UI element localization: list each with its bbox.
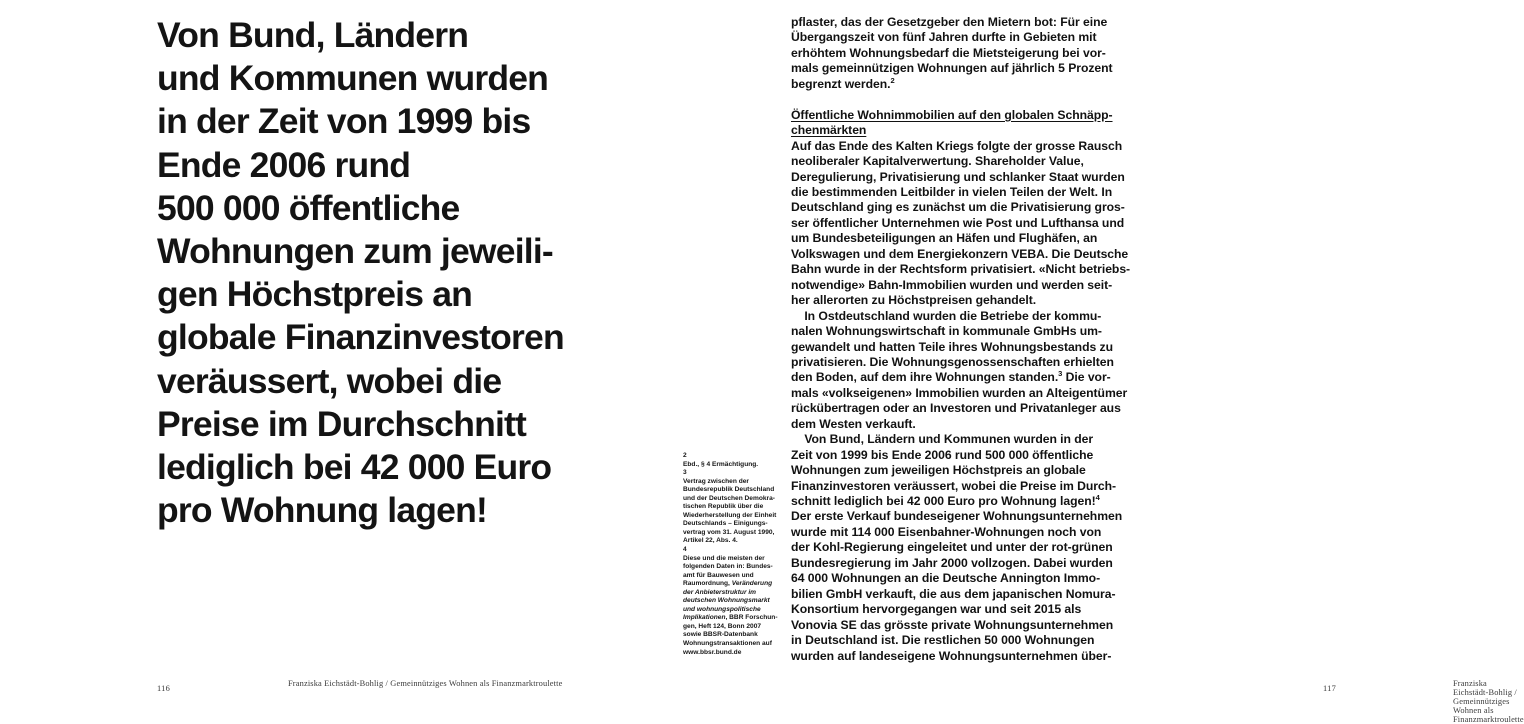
footnote-text	[683, 580, 791, 589]
body-column	[791, 15, 1136, 664]
body-line: Volkswagen und dem Energiekonzern VEBA. Die Deutsche	[791, 246, 1129, 261]
body-line: neoliberaler Kapitalverwertung. Shareholder Value,	[791, 154, 1084, 169]
pull-quote-line: Wohnungen zum jeweili-	[157, 231, 553, 272]
footnote-italic-run: Veränderung	[731, 580, 773, 588]
subheading	[791, 108, 1136, 139]
footnote-italic-run: Implikationen	[683, 614, 726, 622]
body-line: Konsortium hervorgegangen war und seit 2015 als	[791, 602, 1082, 617]
body-line: Finanzinvestoren veräussert, wobei die Preise im Durch-	[791, 478, 1117, 493]
page-right	[640, 0, 1524, 724]
footnote-text: tischen Republik über die	[683, 503, 764, 511]
body-line: her allerorten zu Höchstpreisen gehandelt.	[791, 293, 1037, 308]
body-line: rückübertragen oder an Investoren und Privatanleger aus	[791, 401, 1121, 416]
body-line: mals «volkseigenen» Immobilien wurden an Alteigentümer	[791, 385, 1128, 400]
footnote-italic-run: deutschen Wohnungsmarkt	[683, 597, 770, 605]
body-line: mals gemeinnützigen Wohnungen auf jährlich 5 Prozent	[791, 61, 1113, 76]
paragraph-2	[791, 139, 1136, 309]
footnote-number: 3	[683, 469, 687, 477]
body-line: nalen Wohnungswirtschaft in kommunale GmbHs um-	[791, 324, 1102, 339]
pull-quote-line: gen Höchstpreis an	[157, 274, 473, 315]
body-line	[791, 370, 1136, 385]
footnote-text: Artikel 22, Abs. 4.	[683, 537, 738, 545]
paragraph-4	[791, 432, 1136, 664]
footnote-ref-4: 4	[1095, 492, 1100, 502]
paragraph-3	[791, 309, 1136, 433]
footnote-italic-run: der Anbieterstruktur im	[683, 588, 757, 596]
footnote-italic-run: und wohnungspolitische	[683, 605, 761, 613]
paragraph-spacer	[791, 92, 1136, 107]
footnote-text: sowie BBSR-Datenbank	[683, 631, 758, 639]
body-line: die bestimmenden Leitbilder in vielen Teilen der Welt. In	[791, 184, 1113, 199]
footnote-text: Ebd., § 4 Ermächtigung.	[683, 460, 759, 468]
footnote-ref-3: 3	[1058, 369, 1063, 379]
pull-quote-line: Ende 2006 rund	[157, 144, 411, 185]
subheading-line: chenmärkten	[791, 123, 867, 138]
pull-quote-line: globale Finanzinvestoren	[157, 317, 564, 358]
pull-quote-line: 500 000 öffentliche	[157, 187, 460, 228]
body-line: gewandelt und hatten Teile ihres Wohnungsbestands zu	[791, 339, 1113, 354]
body-line: erhöhtem Wohnungsbedarf die Mietsteigerung bei vor-	[791, 45, 1106, 60]
footnote-ref-2: 2	[890, 75, 895, 85]
page-left	[0, 0, 640, 720]
body-line: notwendige» Bahn-Immobilien wurden und werden seit-	[791, 277, 1113, 292]
footnote-text: www.bbsr.bund.de	[683, 648, 742, 656]
pull-quote-line: in der Zeit von 1999 bis	[157, 101, 531, 142]
running-title-right: Franziska Eichstädt-Bohlig / Gemeinnütziges Wohnen als Finanzmarktroulette	[1453, 679, 1524, 724]
body-line: bilien GmbH verkauft, die aus dem japanischen Nomura-	[791, 586, 1116, 601]
body-line: dem Westen verkauft.	[791, 416, 916, 431]
folio-right: 117	[1323, 684, 1337, 693]
footnote-text: vertrag vom 31. August 1990,	[683, 528, 775, 536]
body-line: Bundesregierung im Jahr 2000 vollzogen. Dabei wurden	[791, 555, 1113, 570]
pull-quote-line: und Kommunen wurden	[157, 58, 549, 99]
paragraph-1	[791, 15, 1136, 92]
body-line: Zeit von 1999 bis Ende 2006 rund 500 000 öffentliche	[791, 447, 1094, 462]
pull-quote-line: pro Wohnung lagen!	[157, 490, 488, 531]
body-line-run: schnitt lediglich bei 42 000 Euro pro Wohnung lagen!	[791, 494, 1096, 509]
folio-left: 116	[157, 684, 171, 693]
footnote-text: amt für Bauwesen und	[683, 571, 754, 579]
footnote-column	[683, 452, 791, 657]
body-line: um Bundesbeteiligungen an Häfen und Flughäfen, an	[791, 231, 1098, 246]
footnote-text: gen, Heft 124, Bonn 2007	[683, 622, 762, 630]
footnote-text: Wohnungstransaktionen auf	[683, 640, 772, 648]
body-line: ser öffentlicher Unternehmen wie Post und Lufthansa und	[791, 215, 1125, 230]
body-line: Bahn wurde in der Rechtsform privatisiert. «Nicht betriebs-	[791, 262, 1131, 277]
body-line: Deregulierung, Privatisierung und schlanker Staat wurden	[791, 169, 1125, 184]
footnote-text: Vertrag zwischen der	[683, 477, 749, 485]
body-line: Der erste Verkauf bundeseigener Wohnungsunternehmen	[791, 509, 1123, 524]
body-line: der Kohl-Regierung eingeleitet und unter der rot-grünen	[791, 540, 1113, 555]
body-line-run: den Boden, auf dem ihre Wohnungen standen.	[791, 370, 1059, 385]
footnote-text: Deutschlands – Einigungs-	[683, 520, 768, 528]
running-title-left: Franziska Eichstädt-Bohlig / Gemeinnütziges Wohnen als Finanzmarktroulette	[288, 679, 563, 688]
body-line	[791, 77, 1136, 92]
body-line: Von Bund, Ländern und Kommunen wurden in der	[791, 432, 1094, 447]
body-line: In Ostdeutschland wurden die Betriebe der kommu-	[791, 308, 1102, 323]
footnote-text: Diese und die meisten der	[683, 554, 765, 562]
body-line-run: begrenzt werden.	[791, 76, 891, 91]
body-line: Übergangszeit von fünf Jahren durfte in Gebieten mit	[791, 30, 1097, 45]
body-line: Wohnungen zum jeweiligen Höchstpreis an globale	[791, 463, 1086, 478]
pull-quote-line: lediglich bei 42 000 Euro	[157, 447, 552, 488]
body-line: in Deutschland ist. Die restlichen 50 000 Wohnungen	[791, 633, 1095, 648]
footnote-number: 2	[683, 452, 687, 459]
body-line: Deutschland ging es zunächst um die Privatisierung gros-	[791, 200, 1125, 215]
body-line: wurde mit 114 000 Eisenbahner-Wohnungen noch von	[791, 524, 1102, 539]
pull-quote-line: Preise im Durchschnitt	[157, 403, 527, 444]
body-line: wurden auf landeseigene Wohnungsunternehmen über-	[791, 648, 1112, 663]
body-line: privatisieren. Die Wohnungsgenossenschaften erhielten	[791, 354, 1114, 369]
body-line	[791, 494, 1136, 509]
footnote-text: Wiederherstellung der Einheit	[683, 511, 777, 519]
footnote-text-run: , BBR Forschun-	[725, 614, 778, 622]
body-line-run: Die vor-	[1062, 370, 1111, 385]
pull-quote-line: Von Bund, Ländern	[157, 15, 469, 55]
body-line: Vonovia SE das grösste private Wohnungsunternehmen	[791, 617, 1114, 632]
body-line: 64 000 Wohnungen an die Deutsche Annington Immo-	[791, 571, 1101, 586]
pull-quote	[157, 14, 597, 532]
footnote-text	[683, 614, 791, 623]
footnote-text: und der Deutschen Demokra-	[683, 494, 775, 502]
body-line: pflaster, das der Gesetzgeber den Mietern bot: Für eine	[791, 15, 1108, 29]
body-line: Auf das Ende des Kalten Kriegs folgte der grosse Rausch	[791, 138, 1123, 153]
pull-quote-line: veräussert, wobei die	[157, 360, 502, 401]
footnote-text: folgenden Daten in: Bundes-	[683, 563, 773, 571]
subheading-line: Öffentliche Wohnimmobilien auf den globalen Schnäpp-	[791, 107, 1113, 122]
footnote-text: Bundesrepublik Deutschland	[683, 486, 775, 494]
footnote-text-run: Raumordnung,	[683, 580, 732, 588]
footnote-number: 4	[683, 546, 687, 554]
